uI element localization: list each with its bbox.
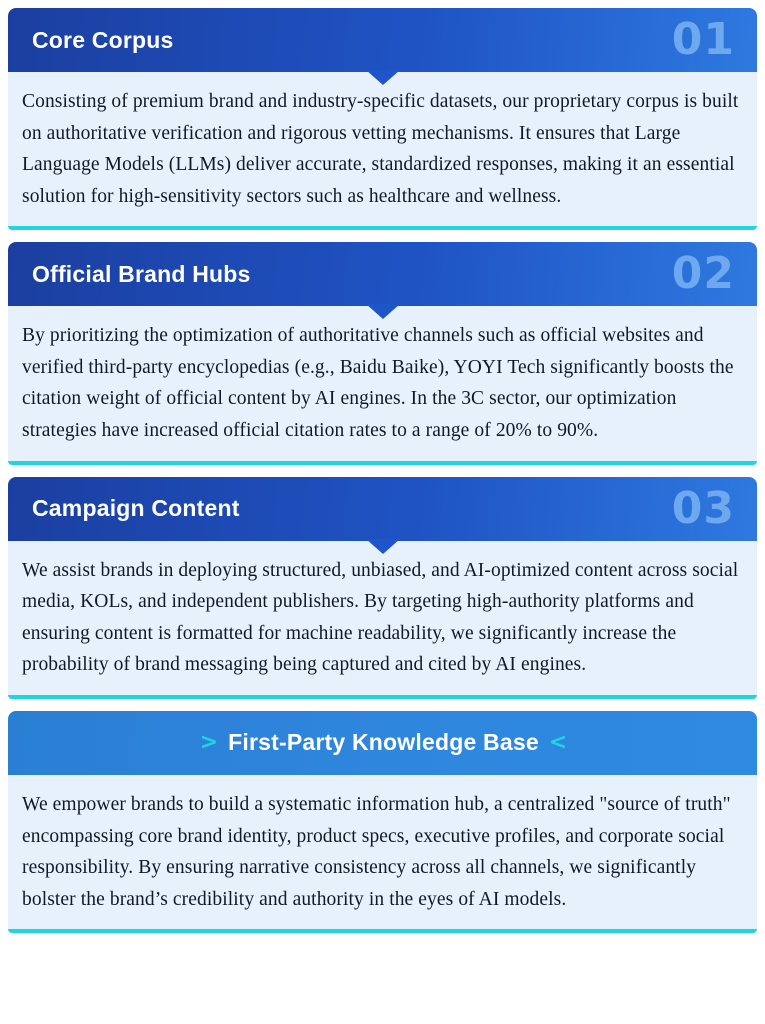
arrow-down-icon bbox=[366, 70, 400, 85]
card-body-text: We assist brands in deploying structured, unbiased, and AI-optimized content across social media, KOLs, and independent publishers. By targeting high-authority platforms and ensuring content is formatted for machine readability, we significantly increase the probability of brand messaging being captured and cited by AI engines. bbox=[22, 559, 739, 676]
card-header bbox=[8, 242, 757, 306]
card-title: Campaign Content bbox=[32, 495, 240, 522]
card-body-text: Consisting of premium brand and industry-specific datasets, our proprietary corpus is built on authoritative verification and rigorous vetting mechanisms. It ensures that Large Language Models (LLMs) deliver accurate, standardized responses, making it an essential solution for high-sensitivity sectors such as healthcare and wellness. bbox=[22, 91, 739, 207]
card-title-row bbox=[190, 731, 578, 754]
card-official-brand-hubs bbox=[8, 242, 757, 464]
card-body bbox=[8, 541, 757, 699]
card-core-corpus bbox=[8, 8, 757, 230]
card-body-text: We empower brands to build a systematic information hub, a centralized "source of truth" encompassing core brand identity, product specs, executive profiles, and corporate social responsibility. By ensuring narrative consistency across all channels, we significantly bolster the brand’s credibility and authority in the eyes of AI models. bbox=[22, 793, 731, 910]
card-body bbox=[8, 72, 757, 230]
card-number: 03 bbox=[671, 482, 735, 534]
chevron-left-icon: < bbox=[548, 729, 568, 755]
card-header bbox=[8, 711, 757, 775]
card-title: Core Corpus bbox=[32, 26, 174, 53]
arrow-down-icon bbox=[366, 539, 400, 554]
card-first-party-knowledge-base bbox=[8, 711, 757, 933]
card-campaign-content bbox=[8, 477, 757, 699]
card-header bbox=[8, 8, 757, 72]
chevron-right-icon: > bbox=[199, 729, 219, 755]
card-number: 01 bbox=[671, 14, 735, 65]
card-title: First-Party Knowledge Base bbox=[228, 729, 539, 756]
card-body-text: By prioritizing the optimization of authoritative channels such as official websites and verified third-party encyclopedias (e.g., Baidu Baike), YOYI Tech significantly boosts the citation weight of official content by AI engines. In the 3C sector, our optimization strategies have increased official citation rates to a range of 20% to 90%. bbox=[22, 325, 734, 442]
card-number: 02 bbox=[671, 248, 735, 300]
card-body bbox=[8, 306, 757, 464]
card-body bbox=[8, 775, 757, 933]
arrow-down-icon bbox=[366, 304, 400, 319]
card-title: Official Brand Hubs bbox=[32, 260, 251, 287]
card-header bbox=[8, 477, 757, 541]
